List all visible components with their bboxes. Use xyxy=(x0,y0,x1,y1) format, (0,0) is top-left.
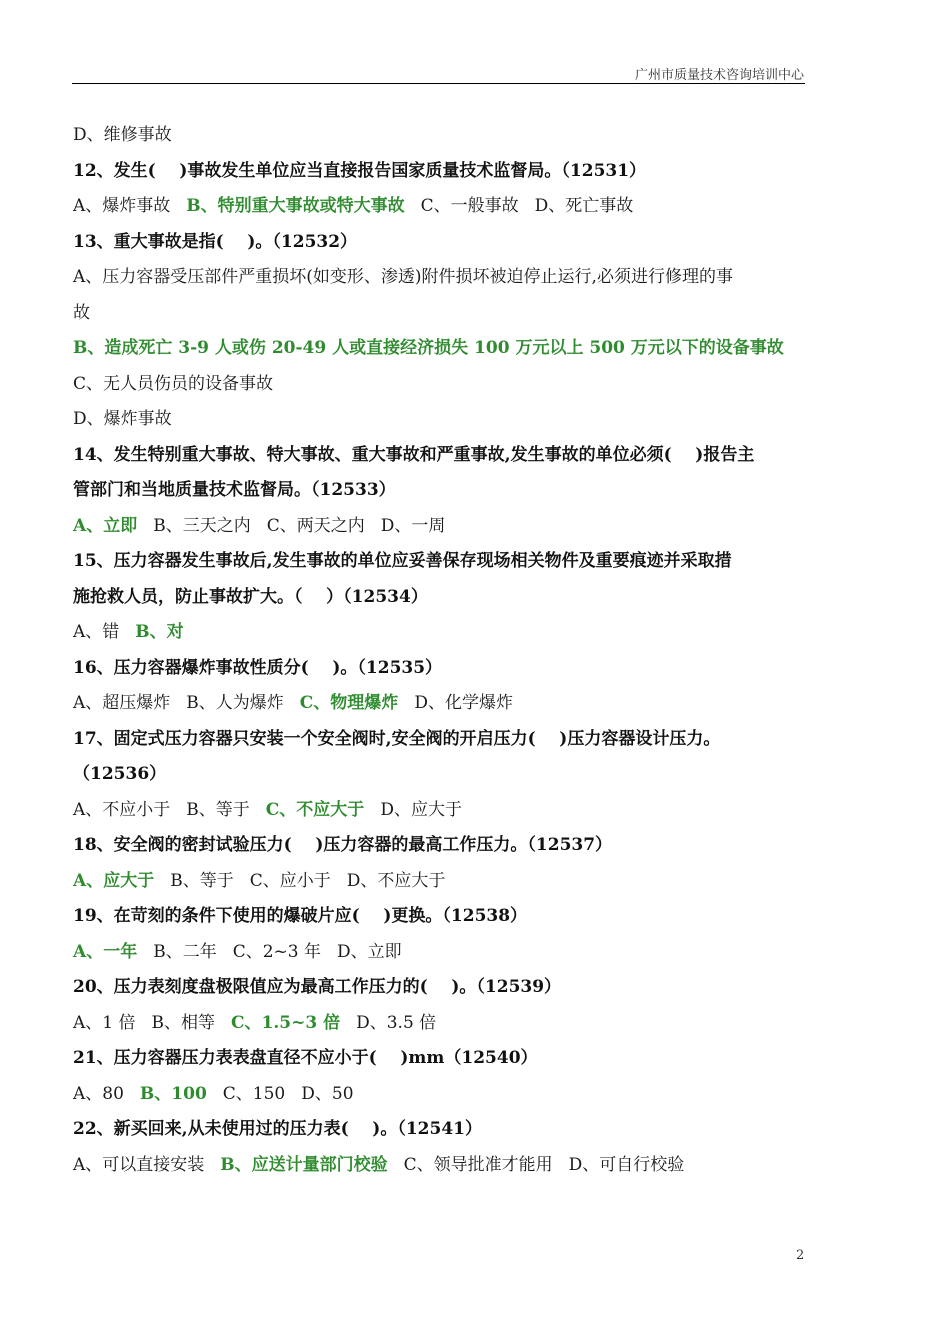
question-line xyxy=(73,1041,808,1077)
line-text: 12、发生( )事故发生单位应当直接报告国家质量技术监督局。（12531） xyxy=(73,160,647,181)
line-text: D、维修事故 xyxy=(73,125,172,145)
answer-option: D、50 xyxy=(301,1083,354,1104)
line-text: C、无人员伤员的设备事故 xyxy=(73,373,274,394)
line-text: （12536） xyxy=(73,764,167,784)
answer-option: B、等于 xyxy=(186,799,250,820)
answer-options-row xyxy=(73,1148,808,1184)
answer-option: D、应大于 xyxy=(380,799,462,820)
answer-option: B、等于 xyxy=(170,870,234,891)
answer-options-row xyxy=(73,615,808,651)
line-text: B、造成死亡 3-9 人或伤 20-49 人或直接经济损失 100 万元以上 500 万元以下的设备事故 xyxy=(73,338,784,358)
correct-answer-option: C、物理爆炸 xyxy=(299,693,399,713)
answer-option: D、一周 xyxy=(380,515,446,536)
option-line xyxy=(73,260,808,296)
correct-answer-option: B、100 xyxy=(139,1083,207,1104)
line-text: 15、压力容器发生事故后,发生事故的单位应妥善保存现场相关物件及重要痕迹并采取措 xyxy=(73,551,732,571)
answer-option: B、人为爆炸 xyxy=(186,693,284,713)
line-text: A、压力容器受压部件严重损坏(如变形、渗透)附件损坏被迫停止运行,必须进行修理的事 xyxy=(73,267,733,287)
correct-answer-option: A、立即 xyxy=(73,515,138,536)
answer-options-row xyxy=(73,1077,808,1113)
correct-answer-option: B、特别重大事故或特大事故 xyxy=(186,196,405,216)
answer-option: D、可自行校验 xyxy=(568,1154,685,1175)
option-line xyxy=(73,367,808,403)
answer-option: C、一般事故 xyxy=(420,196,519,216)
question-line xyxy=(73,651,808,687)
line-text: 故 xyxy=(73,302,90,323)
option-line xyxy=(73,402,808,438)
question-line xyxy=(73,757,808,793)
line-text: 19、在苛刻的条件下使用的爆破片应( )更换。（12538） xyxy=(73,906,528,926)
question-line xyxy=(73,154,808,190)
line-text: 16、压力容器爆炸事故性质分( )。（12535） xyxy=(73,657,443,678)
answer-option: C、两天之内 xyxy=(266,515,365,536)
answer-option: B、相等 xyxy=(151,1012,215,1033)
correct-answer-option: B、对 xyxy=(135,622,184,642)
answer-option: D、化学爆炸 xyxy=(414,693,513,713)
question-line xyxy=(73,970,808,1006)
correct-answer-option: A、一年 xyxy=(73,941,138,962)
answer-option: C、2~3 年 xyxy=(232,941,321,962)
answer-options-row xyxy=(73,935,808,971)
option-line xyxy=(73,296,808,332)
line-text: 13、重大事故是指( )。（12532） xyxy=(73,231,358,252)
correct-answer-option: C、不应大于 xyxy=(265,799,365,820)
correct-answer-option: C、1.5~3 倍 xyxy=(231,1012,341,1033)
correct-answer-option: A、应大于 xyxy=(73,870,155,891)
answer-options-row xyxy=(73,1006,808,1042)
line-text: 21、压力容器压力表表盘直径不应小于( )mm（12540） xyxy=(73,1048,538,1068)
question-line xyxy=(73,899,808,935)
question-line xyxy=(73,544,808,580)
answer-option: D、不应大于 xyxy=(346,870,446,891)
question-line xyxy=(73,473,808,509)
answer-option: A、80 xyxy=(73,1083,124,1104)
line-text: 施抢救人员，防止事故扩大。（ ）（12534） xyxy=(73,586,428,607)
question-line xyxy=(73,438,808,474)
option-line xyxy=(73,118,808,154)
answer-option: D、立即 xyxy=(337,941,402,962)
document-body xyxy=(73,118,808,1183)
answer-option: C、150 xyxy=(222,1083,286,1104)
answer-options-row xyxy=(73,793,808,829)
line-text: 20、压力表刻度盘极限值应为最高工作压力的( )。（12539） xyxy=(73,977,562,997)
question-line xyxy=(73,828,808,864)
line-text: 14、发生特别重大事故、特大事故、重大事故和严重事故,发生事故的单位必须( )报告主 xyxy=(73,444,755,465)
line-text: 22、新买回来,从未使用过的压力表( )。（12541） xyxy=(73,1119,482,1139)
answer-option: D、3.5 倍 xyxy=(356,1012,437,1033)
question-line xyxy=(73,722,808,758)
answer-option: B、三天之内 xyxy=(153,515,251,536)
answer-option: A、不应小于 xyxy=(73,799,171,820)
answer-option: A、1 倍 xyxy=(73,1012,136,1033)
answer-options-row xyxy=(73,189,808,225)
answer-option: A、错 xyxy=(73,622,120,642)
correct-answer-line xyxy=(73,331,808,367)
question-line xyxy=(73,1112,808,1148)
answer-option: A、可以直接安装 xyxy=(73,1154,205,1175)
answer-option: A、超压爆炸 xyxy=(73,693,171,713)
question-line xyxy=(73,580,808,616)
line-text: D、爆炸事故 xyxy=(73,409,172,429)
page-number: 2 xyxy=(796,1248,805,1263)
line-text: 管部门和当地质量技术监督局。（12533） xyxy=(73,480,396,500)
answer-option: A、爆炸事故 xyxy=(73,196,171,216)
answer-options-row xyxy=(73,686,808,722)
line-text: 18、安全阀的密封试验压力( )压力容器的最高工作压力。（12537） xyxy=(73,835,613,855)
answer-option: C、应小于 xyxy=(249,870,331,891)
header-divider xyxy=(72,83,805,84)
answer-option: D、死亡事故 xyxy=(534,196,634,216)
answer-options-row xyxy=(73,509,808,545)
header-title: 广州市质量技术咨询培训中心 xyxy=(634,68,804,83)
line-text: 17、固定式压力容器只安装一个安全阀时,安全阀的开启压力( )压力容器设计压力。 xyxy=(73,728,721,749)
answer-options-row xyxy=(73,864,808,900)
question-line xyxy=(73,225,808,261)
correct-answer-option: B、应送计量部门校验 xyxy=(220,1154,388,1175)
answer-option: B、二年 xyxy=(153,941,217,962)
answer-option: C、领导批准才能用 xyxy=(403,1154,553,1175)
